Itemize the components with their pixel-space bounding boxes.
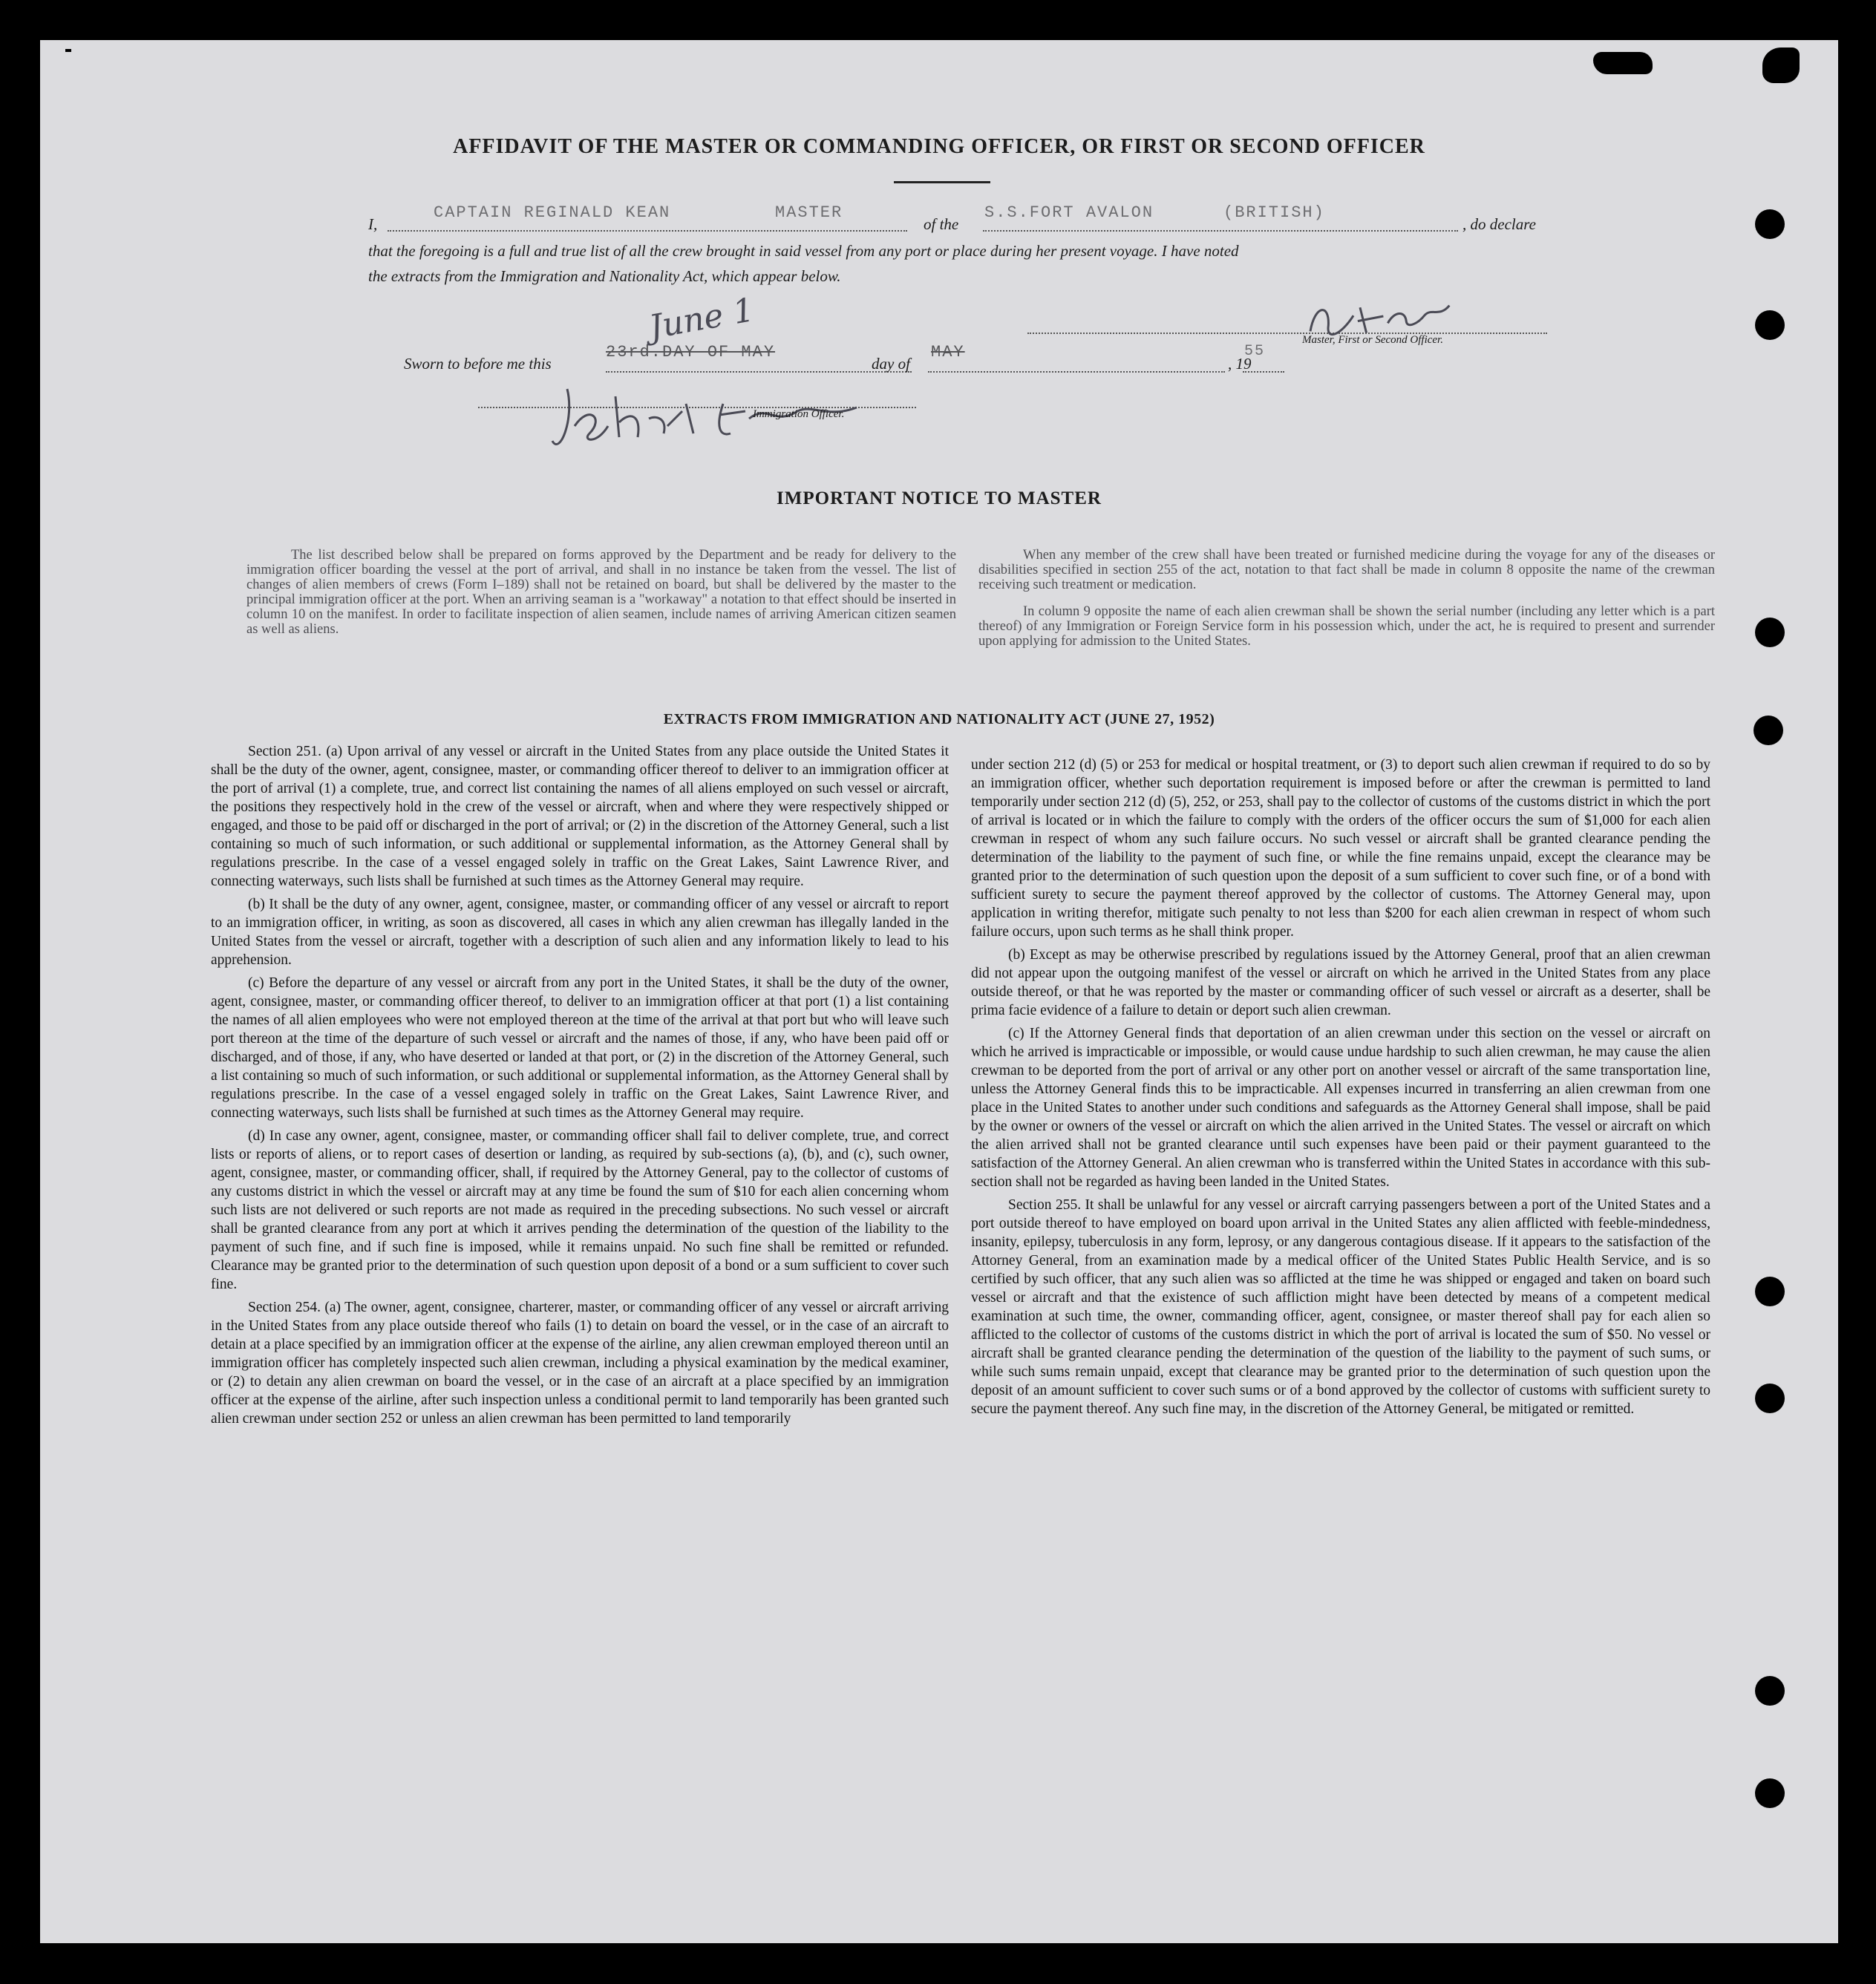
vessel-flag-typed: (BRITISH)	[1223, 203, 1325, 222]
sworn-prefix: Sworn to before me this	[404, 355, 552, 373]
binder-hole	[1755, 310, 1785, 340]
affidavit-title: AFFIDAVIT OF THE MASTER OR COMMANDING OFFICER, OR FIRST OR SECOND OFFICER	[453, 135, 1425, 158]
sworn-year-prefix: , 19	[1228, 355, 1252, 373]
declaration-text-line3: the extracts from the Immigration and Nationality Act, which appear below.	[368, 267, 841, 285]
title-rule	[894, 181, 990, 183]
document-page	[40, 40, 1838, 1943]
master-signature-caption: Master, First or Second Officer.	[1302, 334, 1443, 346]
binder-hole	[1755, 1676, 1785, 1706]
binder-hole	[1755, 1384, 1785, 1413]
sworn-month-typed: MAY	[931, 343, 965, 361]
binder-hole	[1755, 1778, 1785, 1808]
notice-left-paragraph: The list described below shall be prepared on forms approved by the Department and be ready for delivery to the immigration officer boarding the vessel at the port of arrival, and shall in no instance be taken from the vessel. The list of changes of alien members of crews (Form I–189) shall not be retained on board, but shall be delivered by the master to the principal immigration officer at the port. When an arriving seaman is a "workaway" a notation to that effect should be inserted in column 10 on the manifest. In order to facilitate inspection of alien seamen, include names of arriving American citizen seamen as well as aliens.	[246, 548, 956, 637]
vessel-name-typed: S.S.FORT AVALON	[984, 203, 1154, 222]
officer-signature	[545, 374, 886, 474]
master-signature-line	[1027, 330, 1547, 334]
binder-hole	[1755, 618, 1785, 647]
declaration-of-the: of the	[924, 215, 959, 233]
declaration-text-line2: that the foregoing is a full and true list of all the crew brought in said vessel from any port or place during her present voyage. I have noted	[368, 242, 1239, 260]
sworn-day-of: day of	[872, 355, 910, 373]
section-254-b: (b) Except as may be otherwise prescribed by regulations issued by the Attorney General, proof that an alien crewman did not appear upon the outgoing manifest of the vessel or aircraft on which he arrived in the United States from any place outside thereof, or that he was reported by the master or commanding officer of such vessel or aircraft as a deserter, shall be prima facie evidence of a failure to detain or deport such alien crewman.	[971, 947, 1710, 1018]
section-254-a: Section 254. (a) The owner, agent, consignee, charterer, master, or commanding officer of any vessel or aircraft arriving in the United States from any place outside thereof who fails (1) to detain on board the vessel, or in the case of an aircraft to detain at a place specified by an immigration officer at the expense of the airline, any alien crewman employed thereon until an immigration officer has completely inspected such alien crewman, including a physical examination by the medical examiner, or (2) to detain any alien crewman on board the vessel, or in the case of an aircraft at a place specified by an immigration officer at the expense of the airline, after such inspection unless a conditional permit to land temporarily has been granted such alien crewman under section 252 or unless an alien crewman has been permitted to land temporarily	[211, 1300, 949, 1427]
sworn-date-typed: 23rd.DAY OF MAY	[606, 343, 776, 361]
officer-signature-mark	[545, 374, 886, 471]
declaration-i: I,	[368, 215, 378, 233]
extracts-left-column	[211, 742, 949, 1433]
sworn-date-handwritten: June 1	[646, 291, 757, 347]
sworn-year-field	[1243, 350, 1284, 373]
declaration-do-declare: , do declare	[1462, 215, 1536, 233]
sworn-month-field	[928, 350, 1225, 373]
notice-right-paragraph-1: When any member of the crew shall have been treated or furnished medicine during the voyage for any of the diseases or disabilities specified in section 255 of the act, notation to that fact shall be made in column 8 opposite the name of the crewman receiving such treatment or medication.	[978, 548, 1715, 592]
top-right-ink-blot-2	[1762, 48, 1800, 83]
binder-hole	[1755, 209, 1785, 239]
section-255: Section 255. It shall be unlawful for any vessel or aircraft carrying passengers between a port of the United States and a port outside thereof to have employed on board upon arrival in the United States any alien afflicted with feeble-mindedness, insanity, epilepsy, tuberculosis in any form, leprosy, or any dangerous contagious disease. If it appears to the satisfaction of the Attorney General, from an examination made by a medical officer of the United States Public Health Service, and is so certified by such officer, that any such alien was so afflicted at the time he was shipped or engaged and taken on board such vessel or aircraft and that the existence of such affliction might have been detected by means of a competent medical examination at such time, the owner, commanding officer, agent, consignee, or master thereof shall pay for each alien so afflicted to the collector of customs of the customs district in which the port of arrival is located the sum of $50. No vessel or aircraft shall be granted clearance pending the determination of the question of the liability to the payment of such sums, or while such sums remain unpaid, except that clearance may be granted prior to the determination of such question upon the deposit of an amount sufficient to cover such sums or of a bond approved by the collector of customs with sufficient surety to secure the payment thereof. Any such fine may, in the discretion of the Attorney General, be mitigated or remitted.	[971, 1197, 1710, 1417]
master-signature	[1292, 283, 1460, 360]
section-254-c: (c) If the Attorney General finds that deportation of an alien crewman under this section on the vessel or aircraft on which he arrived is impracticable or impossible, or would cause undue hardship to such alien crewman, he may cause the alien crewman to be deported from the port of arrival or any other port on another vessel or aircraft of the same transportation line, unless the Attorney General finds this to be impracticable. All expenses incurred in transferring an alien crewman from one place in the United States to another under such conditions and safeguards as the Attorney General shall impose, shall be paid by the owner or owners of the vessel or aircraft on which the alien arrived in the United States. The vessel or aircraft on which the alien arrived shall not be granted clearance until such expenses have been paid or their payment guaranteed to the satisfaction of the Attorney General. An alien crewman who is transferred within the United States in accordance with this sub-section shall not be regarded as having been landed in the United States.	[971, 1026, 1710, 1190]
officer-signature-caption: Immigration Officer.	[753, 408, 845, 420]
section-251-d: (d) In case any owner, agent, consignee, master, or commanding officer shall fail to deliver complete, true, and correct lists or reports of aliens, or to report cases of desertion or landing, as required by sub-sections (a), (b), and (c), such owner, agent, consignee, master, or commanding officer, shall, if required by the Attorney General, pay to the collector of customs of any customs district in which the vessel or aircraft may at any time be found the sum of $10 for each alien concerning whom such lists are not delivered or such reports are not made as required in the preceding subsections. No such vessel or aircraft shall be granted clearance from any port at which it arrives pending the determination of the question of the liability to the payment of such fine, and if such fine is imposed, while it remains unpaid. No such fine shall be remitted or refunded. Clearance may be granted prior to the determination of such question upon deposit of a bond or a sum sufficient to cover such fine.	[211, 1128, 949, 1292]
master-name-typed: CAPTAIN REGINALD KEAN	[434, 203, 671, 222]
top-right-ink-blot	[1593, 52, 1653, 74]
notice-right-paragraph-2: In column 9 opposite the name of each alien crewman shall be shown the serial number (including any letter which is a part thereof) of any Immigration or Foreign Service form in his possession which, under the act, he is required to present and surrender upon applying for admission to the United States.	[978, 604, 1715, 649]
section-251-b: (b) It shall be the duty of any owner, agent, consignee, master, or commanding officer of any vessel or aircraft to report to an immigration officer, in writing, as soon as discovered, all cases in which any alien crewman has illegally landed in the United States from the vessel or aircraft, together with a description of such alien and any information likely to lead to his apprehension.	[211, 897, 949, 968]
notice-right-column	[978, 548, 1715, 649]
extracts-title: EXTRACTS FROM IMMIGRATION AND NATIONALITY ACT (JUNE 27, 1952)	[663, 711, 1215, 727]
section-254-a-continued: under section 212 (d) (5) or 253 for medical or hospital treatment, or (3) to deport such alien crewman if required to do so by an immigration officer, whether such deportation requirement is imposed before or after the crewman is permitted to land temporarily under section 212 (d) (5), 252, or 253, shall pay to the collector of customs of the customs district in which the port of arrival is located or in which the failure to comply with the orders of the officer occurs the sum of $1,000 for each alien crewman in respect of whom any such failure occurs. No such vessel or aircraft shall be granted clearance pending the determination of the liability to the payment of such fine, or while the fine remains unpaid, except the clearance may be granted prior to the determination of such question upon the deposit of a sum sufficient to cover such fine, or of a bond with sufficient surety to secure the payment thereof approved by the collector of customs. The Attorney General may, upon application in writing therefor, mitigate such penalty to not less than $200 for each alien crewman in respect of whom such failure occurs, upon such terms as he shall think proper.	[971, 757, 1710, 940]
master-title-typed: MASTER	[775, 203, 843, 222]
section-251-a: Section 251. (a) Upon arrival of any vessel or aircraft in the United States from any place outside the United States it shall be the duty of the owner, agent, consignee, master, or commanding officer thereof to deliver to an immigration officer at the port of arrival (1) a complete, true, and correct list containing the names of all aliens employed on such vessel or aircraft, the positions they respectively hold in the crew of the vessel or aircraft, when and where they were respectively shipped or engaged, and those to be paid off or discharged in the port of arrival; or (2) in the discretion of the Attorney General, such a list containing so much of such information, or such additional or supplemental information, as the Attorney General shall by regulations prescribe. In the case of a vessel engaged solely in traffic on the Great Lakes, Saint Lawrence River, and connecting waterways, such lists shall be furnished at such times as the Attorney General may require.	[211, 744, 949, 889]
extracts-right-column	[971, 756, 1710, 1423]
notice-left-column	[246, 548, 956, 637]
binder-hole	[1755, 1277, 1785, 1306]
top-left-speck	[65, 49, 71, 52]
notice-title: IMPORTANT NOTICE TO MASTER	[777, 488, 1102, 508]
section-251-c: (c) Before the departure of any vessel or aircraft from any port in the United States, it shall be the duty of the owner, agent, consignee, master, or commanding officer thereof, to deliver to an immigration officer at that port (1) a list containing the names of all alien employees who were not employed thereon at the time of the arrival at that port but who will leave such port thereon at the time of the departure of such vessel or aircraft and the names of those, if any, who have been paid off or discharged, and of those, if any, who have deserted or landed at that port, or (2) in the discretion of the Attorney General, such a list containing so much of such information, or such additional or supplemental information, as the Attorney General shall by regulations prescribe. In the case of a vessel engaged solely in traffic on the Great Lakes, Saint Lawrence River, and connecting waterways, such lists shall be furnished at such times as the Attorney General may require.	[211, 975, 949, 1121]
sworn-year-typed: 55	[1244, 343, 1266, 360]
